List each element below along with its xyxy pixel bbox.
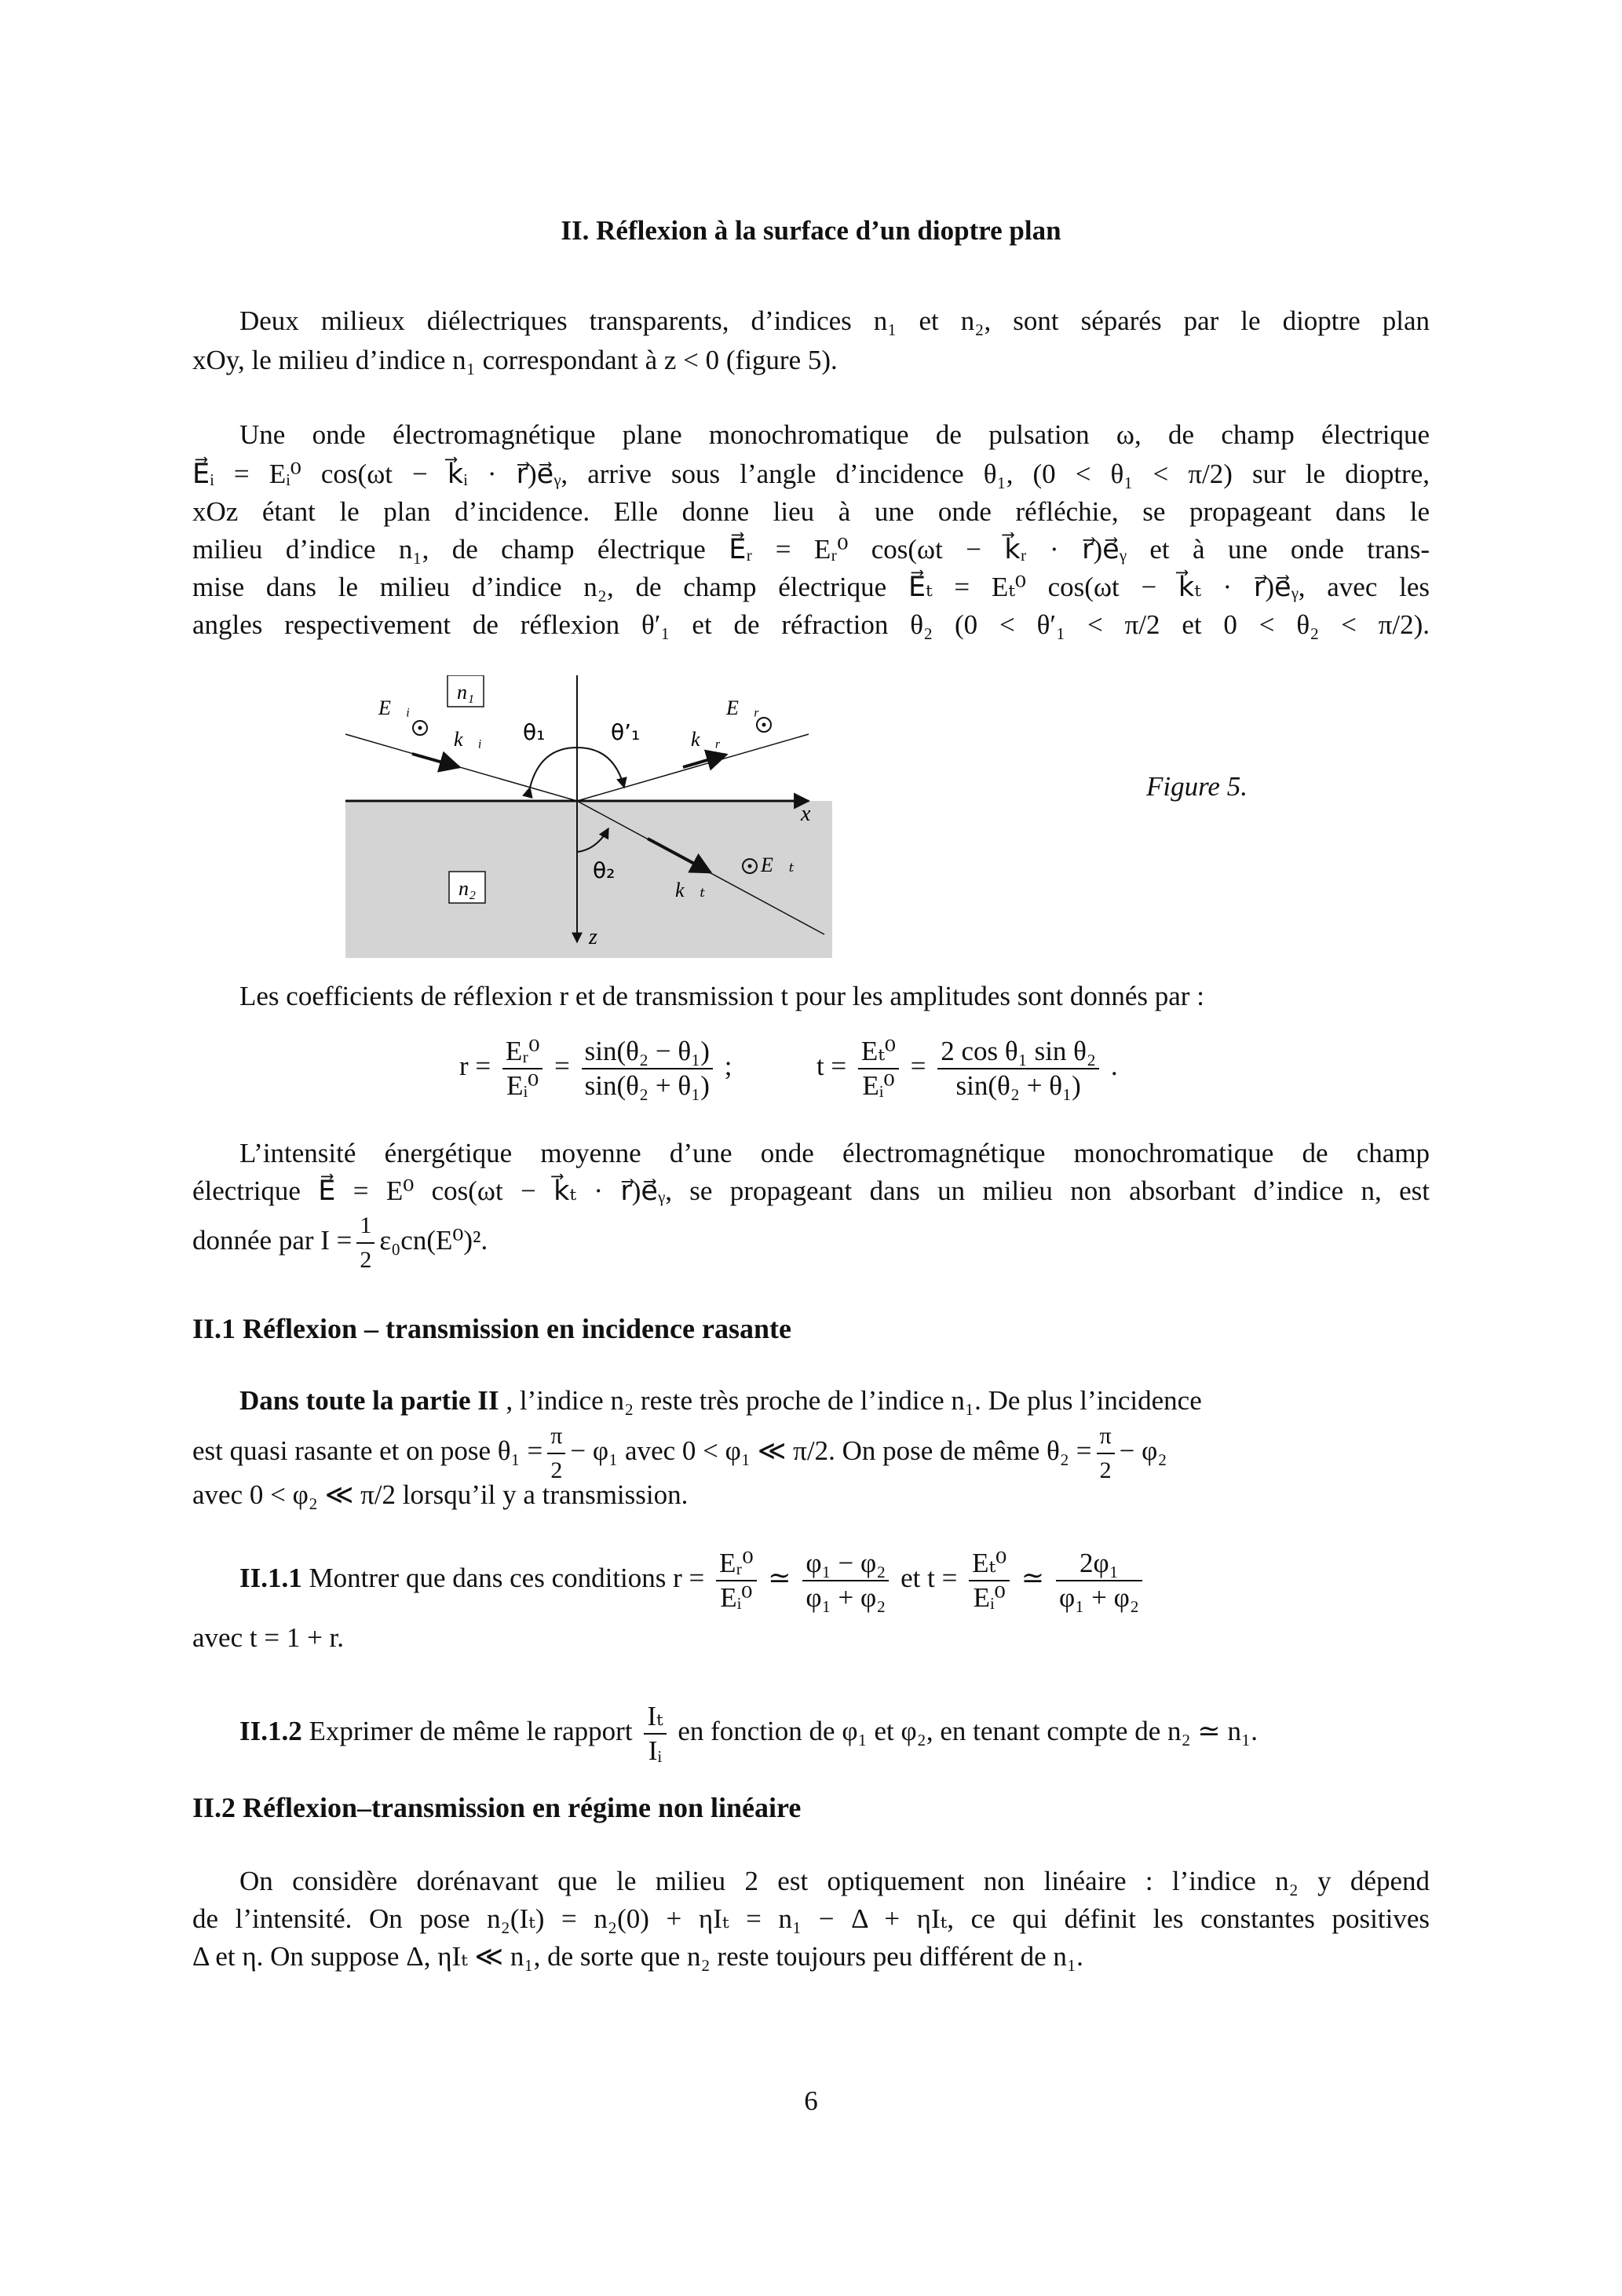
question-II-1-1: II.1.1 Montrer que dans ces conditions r = $\frac{\text{Eᵣ⁰}}{\text{Eᵢ⁰}}$ ≃ $\frac{\text{φ₁ − φ₂}}{\text{φ₁ + φ₂}}$ et t = $\frac{\text{Eₜ⁰}}{\text{Eᵢ⁰}}$ ≃ $\frac{\text{2φ₁}}{\text{φ₁ + φ₂}}$ <box>239 1547 1477 1614</box>
r-frac-2: $\frac{\text{sin(θ₂ − θ₁)}}{\text{sin(θ₂ + θ₁)}}$ <box>582 1035 713 1102</box>
intensity-line-3: donnée par I = $\frac{1}{2}$ ε₀cn(E⁰)². <box>192 1209 1430 1277</box>
ki-arrow <box>412 754 459 767</box>
intro-line-2: xOy, le milieu d’indice n₁ correspondant à z < 0 (figure 5). <box>192 345 838 375</box>
s21-line-2: est quasi rasante et on pose θ₁ = $\frac{\pi}{2}$ − φ₁ avec 0 < φ₁ ≪ π/2. On pose de même θ₂ = $\frac{\pi}{2}$ − φ₂ <box>192 1420 1430 1487</box>
intensity-line-2: électrique E⃗ = E⁰ cos(ωt − k⃗ₜ · r⃗)e⃗ᵧ, se propageant dans un milieu non absorbant d’indice n, est <box>192 1175 1430 1206</box>
theta1p-label: θ’₁ <box>611 719 641 745</box>
wave-line-2: E⃗ᵢ = Eᵢ⁰ cos(ωt − k⃗ᵢ · r⃗)e⃗ᵧ, arrive sous l’angle d’incidence θ₁, (0 < θ₁ < π/2) sur le dioptre, <box>192 459 1430 489</box>
figure-caption: Figure 5. <box>1146 771 1248 802</box>
wave-line-5: mise dans le milieu d’indice n₂, de champ électrique E⃗ₜ = Eₜ⁰ cos(ωt − k⃗ₜ · r⃗)e⃗ᵧ, avec les <box>192 572 1430 602</box>
Et-dot <box>748 865 752 868</box>
Er-dot <box>762 723 766 727</box>
Ei-dot <box>418 726 422 730</box>
question-II-1-2: II.1.2 Exprimer de même le rapport $\frac{\text{Iₜ}}{\text{Iᵢ}}$ en fonction de φ₁ et φ₂, en tenant compte de n₂ ≃ n₁. <box>239 1701 1258 1766</box>
s21-line-1: Dans toute la partie II , l’indice n₂ reste très proche de l’indice n₁. De plus l’incidence <box>239 1385 1202 1416</box>
kr-label: k⃗ᵣ <box>691 728 721 751</box>
page-number: 6 <box>804 2086 818 2116</box>
t-lhs: t = <box>816 1051 847 1082</box>
section-II-2-title: II.2 Réflexion–transmission en régime non linéaire <box>192 1792 802 1823</box>
kr-arrow <box>683 755 726 767</box>
coeffs-intro: Les coefficients de réflexion r et de transmission t pour les amplitudes sont donnés par : <box>239 981 1204 1011</box>
s22-line-3: Δ et η. On suppose Δ, ηIₜ ≪ n₁, de sorte que n₂ reste toujours peu différent de n₁. <box>192 1941 1083 1972</box>
kt-label: k⃗ₜ <box>675 879 706 901</box>
r-lhs: r = <box>459 1051 491 1082</box>
t-frac-1: $\frac{\text{Eₜ⁰}}{\text{Eᵢ⁰}}$ <box>858 1035 899 1102</box>
section-title: II. Réflexion à la surface d’un dioptre plan <box>561 215 1061 246</box>
wave-line-3: xOz étant le plan d’incidence. Elle donne lieu à une onde réfléchie, se propageant dans le <box>192 496 1430 527</box>
n1-label: n₁ <box>456 681 475 704</box>
theta1p-arc <box>577 748 624 788</box>
ki-label: k⃗ᵢ <box>454 728 482 751</box>
s21-line-3: avec 0 < φ₂ ≪ π/2 lorsqu’il y a transmission. <box>192 1479 689 1510</box>
figure-5-diagram <box>330 675 848 958</box>
theta1-arc <box>530 748 577 788</box>
theta2-label: θ₂ <box>593 857 616 883</box>
z-label: z <box>589 925 597 949</box>
n2-label: n₂ <box>458 877 477 900</box>
Er-label: E⃗ᵣ <box>726 696 760 719</box>
Ei-label: E⃗ᵢ <box>378 696 411 719</box>
s22-line-1: On considère dorénavant que le milieu 2 est optiquement non linéaire : l’indice n₂ y dépend <box>239 1866 1430 1896</box>
s22-line-2: de l’intensité. On pose n₂(Iₜ) = n₂(0) + ηIₜ = n₁ − Δ + ηIₜ, ce qui définit les constantes positives <box>192 1903 1430 1934</box>
section-II-1-title: II.1 Réflexion – transmission en incidence rasante <box>192 1313 791 1344</box>
wave-line-4: milieu d’indice n₁, de champ électrique E⃗ᵣ = Eᵣ⁰ cos(ωt − k⃗ᵣ · r⃗)e⃗ᵧ et à une onde trans- <box>192 534 1430 565</box>
r-frac-1: $\frac{\text{Eᵣ⁰}}{\text{Eᵢ⁰}}$ <box>502 1035 542 1102</box>
wave-line-1: Une onde électromagnétique plane monochromatique de pulsation ω, de champ électrique <box>239 419 1430 450</box>
x-label: x <box>801 802 811 826</box>
question-II-1-1-line-2: avec t = 1 + r. <box>192 1622 345 1653</box>
intro-line-1: Deux milieux diélectriques transparents, d’indices n₁ et n₂, sont séparés par le dioptre plan <box>239 305 1430 336</box>
coefficients-equation: r = $\frac{\text{Eᵣ⁰}}{\text{Eᵢ⁰}}$ = $\frac{\text{sin(θ₂ − θ₁)}}{\text{sin(θ₂ + θ₁)}}$ ; t = $\frac{\text{Eₜ⁰}}{\text{Eᵢ⁰}}$ = $\frac{\text{2 cos θ₁ sin θ₂}}{\text{sin(θ₂ + θ₁)}}$ . <box>459 1036 1118 1101</box>
intensity-line-1: L’intensité énergétique moyenne d’une onde électromagnétique monochromatique de champ <box>239 1138 1430 1168</box>
Et-label: E⃗ₜ <box>761 854 795 876</box>
t-frac-2: $\frac{\text{2 cos θ₁ sin θ₂}}{\text{sin(θ₂ + θ₁)}}$ <box>937 1035 1099 1102</box>
wave-line-6: angles respectivement de réflexion θ′₁ et de réfraction θ₂ (0 < θ′₁ < π/2 et 0 < θ₂ < π/2). <box>192 609 1430 640</box>
theta1-label: θ₁ <box>523 719 546 745</box>
